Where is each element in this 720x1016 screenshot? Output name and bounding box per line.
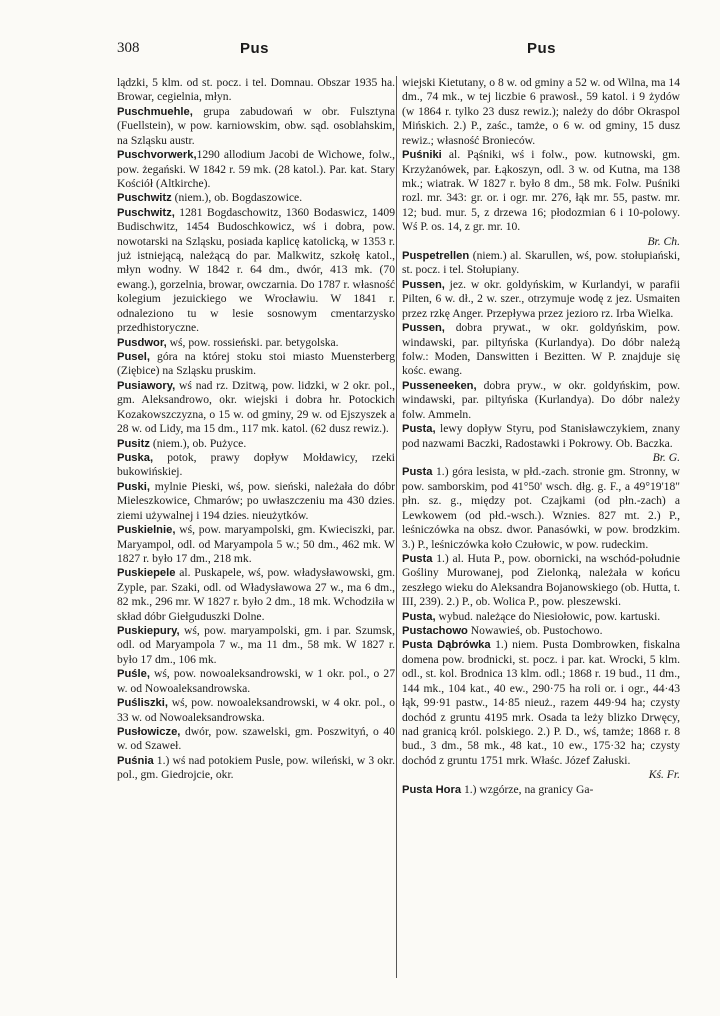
- entry-text: góra na której stoku stoi miasto Muensterberg (Ziębice) na Szląsku pruskim.: [117, 350, 395, 378]
- entry-text: wybud. należące do Niesiołowic, pow. kartuski.: [435, 609, 661, 623]
- dictionary-entry: [402, 465, 680, 552]
- page-number: 308: [117, 40, 140, 56]
- dictionary-entry: [117, 350, 395, 379]
- dictionary-entry: [117, 725, 395, 754]
- dictionary-entry: [402, 422, 680, 451]
- entry-headword: Puskiepury,: [117, 625, 180, 638]
- dictionary-entry: [117, 754, 395, 783]
- entry-headword: Puskielnie,: [117, 524, 176, 537]
- running-head-right: Pus: [527, 40, 557, 57]
- entry-text: dwór, pow. szawelski, gm. Poszwityń, o 40 w. od Szaweł.: [117, 724, 395, 753]
- right-column: [402, 76, 680, 981]
- entry-headword: Pusta Dąbrówka: [402, 639, 491, 652]
- dictionary-entry: [117, 451, 395, 480]
- author-signature: Br. Ch.: [647, 234, 680, 248]
- entry-headword: Pusłowicze,: [117, 725, 181, 738]
- entry-text: 1.) góra lesista, w płd.-zach. stronie gm. Stronny, w pow. samborskim, pod 41°50' wsch. dłg. g. F., a 49°19'18" płn. sz. g., między pot. Czajkami (od płn.-zach) a Lewkowem (od płd.-wsch.). Wznies. 827 mt. 2.) P., leśniczówka na obsz. dwor. Panasówki, w pow. brodzkim. 3.) P., leśniczówka koło Czułowic, w pow. rudeckim.: [402, 465, 680, 551]
- entry-text: 1.) al. Huta P., pow. obornicki, na wschód-południe Gośliny Murowanej, pod Zielonką, należała w końcu zeszłego wieku do Aleksandra Bojanowskiego (ob. Hutta, t. III, 239). 2.) P., ob. Wolica P., pow. pleszewski.: [402, 551, 680, 609]
- entry-headword: Puśliszki,: [117, 697, 168, 710]
- dictionary-entry: [402, 278, 680, 321]
- dictionary-entry: [117, 437, 395, 451]
- entry-text: wś, pow. nowoaleksandrowski, w 4 okr. pol., o 33 w. od Nowoaleksandrowska.: [117, 696, 395, 724]
- entry-headword: Puśnia: [117, 754, 154, 767]
- entry-text: potok, prawy dopływ Mołdawicy, rzeki bukowińskiej.: [117, 450, 395, 479]
- dictionary-entry: [402, 783, 680, 797]
- dictionary-entry: [402, 379, 680, 422]
- dictionary-entry: [117, 566, 395, 624]
- entry-headword: Puschmuehle,: [117, 105, 193, 118]
- entry-headword: Puska,: [117, 451, 154, 464]
- entry-text: grupa zabudowań w obr. Fulsztyna (Fuellstein), w pow. karniowskim, obw. sąd. osoblahskim, na Szląsku austr.: [117, 104, 395, 147]
- entry-text: wś nad rz. Dzitwą, pow. lidzki, w 2 okr. pol., gm. Aleksandrowo, okr. wiejski i dobra hr. Potockich Kozakowszczyzna, o 15 w. od gminy, 29 w. od Ejszyszek a 28 w. od Lidy, ma 15 dm., 117 mk. katol. (62 dusz rewiz.).: [117, 378, 395, 436]
- left-column: [117, 76, 395, 981]
- dictionary-entry: [117, 480, 395, 523]
- entry-text: (niem.), ob. Pużyce.: [149, 436, 247, 450]
- entry-headword: Pustachowo: [402, 625, 468, 638]
- dictionary-entry: [117, 148, 395, 191]
- entry-text: (niem.), ob. Bogdaszowice.: [171, 191, 303, 205]
- dictionary-entry: [402, 624, 680, 638]
- entry-headword: Puskiepele: [117, 567, 176, 580]
- entry-text: 1.) wś nad potokiem Pusle, pow. wileński, w 3 okr. pol., gm. Giedrojcie, okr.: [117, 753, 395, 782]
- entry-headword: Pusta,: [402, 610, 436, 623]
- entry-headword: Pusiawory,: [117, 379, 176, 392]
- entry-headword: Pusdwor,: [117, 336, 167, 349]
- entry-headword: Puschvorwerk,: [117, 149, 197, 162]
- dictionary-entry: [402, 249, 680, 278]
- entry-headword: Pusta: [402, 466, 433, 479]
- dictionary-entry: [117, 206, 395, 336]
- entry-headword: Pusta: [402, 552, 433, 565]
- entry-headword: Pusta Hora: [402, 783, 462, 796]
- entry-headword: Puschwitz: [117, 192, 172, 205]
- entry-headword: Puśle,: [117, 668, 150, 681]
- dictionary-entry: [117, 76, 395, 105]
- entry-text: jez. w okr. goldyńskim, w Kurlandyi, w parafii Pilten, 6 w. dł., 2 w. szer., otrzymuje wodę z jez. Usmaiten przez rzkę Anger. Przepływa przez jezioro rz. Irba Wielka.: [402, 277, 680, 320]
- running-head-left: Pus: [240, 40, 270, 57]
- entry-text: wś, pow. nowoaleksandrowski, w 1 okr. pol., o 27 w. od Nowoaleksandrowska.: [117, 667, 395, 695]
- dictionary-entry: [117, 624, 395, 667]
- column-divider: [396, 76, 397, 978]
- dictionary-entry: [402, 321, 680, 379]
- dictionary-entry: [402, 552, 680, 610]
- dictionary-entry: [117, 696, 395, 725]
- entry-headword: Pusta,: [402, 423, 436, 436]
- entry-text: wś, pow. maryampolski, gm. Kwieciszki, par. Maryampol, odl. od Maryampola 5 w.; 50 dm., 462 mk. W 1827 r. było 17 dm., 218 mk.: [117, 523, 395, 565]
- author-signature: Kś. Fr.: [648, 768, 680, 782]
- dictionary-entry: [117, 336, 395, 350]
- entry-text: 1.) wzgórze, na granicy Ga-: [461, 782, 594, 796]
- dictionary-entry: [402, 610, 680, 624]
- entry-text: wś, pow. rossieński. par. betygolska.: [166, 335, 339, 349]
- entry-text: al. Pąśniki, wś i folw., pow. kutnowski, gm. Krzyżanówek, par. Łąkoszyn, odl. 3 w. od Kutna, ma 138 mk.; wiatrak. W 1827 r. było 8 dm., 58 mk. Folw. Puśniki rozl. mr. 343: gr. or. i ogr. mr. 276, łąk mr. 55, pastw. mr. 12; bud. mur. 5, z drzewa 16; płodozmian 6 i 10-polowy. Wś P. os. 14, z gr. mr. 10.: [402, 148, 680, 234]
- dictionary-entry: [117, 105, 395, 148]
- entry-text: lewy dopływ Styru, pod Stanisławczykiem, znany pod nazwami Baczki, Radostawki i Pokrowy. Ob. Baczka.: [402, 422, 680, 450]
- entry-text: dobra prywat., w okr. goldyńskim, pow. windawski, par. piltyńska (Kurlandya). Do dóbr należą folw.: Moden, Danswitten i Bezitten. W P. znajduje się kośc. ewang.: [402, 321, 680, 378]
- entry-text: mylnie Pieski, wś, pow. sieński, należała do dóbr Mieleszkowice, Chmarów; po uwłaszczeniu ma 430 dzies. ziemi używalnej i 194 dzies. nieużytków.: [117, 479, 395, 522]
- entry-headword: Puski,: [117, 480, 150, 493]
- entry-headword: Pusitz: [117, 437, 150, 450]
- entry-headword: Pussen,: [402, 278, 445, 291]
- entry-text: wś, pow. maryampolski, gm. i par. Szumsk, odl. od Maryampola 7 w., ma 11 dm., 58 mk. W 1827 r. było 17 dm., 106 mk.: [117, 624, 395, 666]
- dictionary-entry: [402, 148, 680, 235]
- entry-text: 1.) niem. Pusta Dombrowken, fiskalna domena pow. brodnicki, st. pocz. i par. kat. Wrocki, 5 klm. odl., st. kol. Brodnica 13 klm. odl.; 1868 r. 19 bud., 11 dm., 144 mk., 104 kat., 40 ew., 290·75 ha roli or. i ogr., 44·43 łąk, 99·91 pastw., 14·85 nieuż., razem 449·94 ha; czysty dochód z gruntu 4195 mrk. Osada ta leży blizko Drwęcy, nad granicą król. polskiego. 2.) P. D., wś, tamże; 1868 r. 8 bud., 3 dm., 58 mk., 48 kat., 10 ew., 175·32 ha; czysty dochód z gruntu 1751 mrk. Właśc. Józef Załuski.: [402, 638, 680, 767]
- entry-text: 1290 allodium Jacobi de Wichowe, folw., pow. żegański. W 1842 r. 59 mk. (28 katol.). Par. kat. Stary Kościół (Altkirche).: [117, 148, 395, 190]
- entry-text: lądzki, 5 klm. od st. pocz. i tel. Domnau. Obszar 1935 ha. Browar, cegielnia, młyn.: [117, 76, 395, 104]
- entry-headword: Puspetrellen: [402, 250, 470, 263]
- entry-headword: Puschwitz,: [117, 206, 175, 219]
- dictionary-entry: [117, 523, 395, 566]
- dictionary-entry: [117, 191, 395, 205]
- entry-text: wiejski Kietutany, o 8 w. od gminy a 52 w. od Wilna, ma 14 dm., 74 mk., w tej liczbie 6 prawosł., 59 katol. i 9 żydów (w 1864 r. tylko 23 dusz rewiz.); należy do dóbr Okraspol Mińskich. 2.) P., zaśc., tamże, o 6 w. od gminy, 15 dusz rewiz.; własność Bronieców.: [402, 76, 680, 147]
- page-header: [0, 40, 720, 64]
- author-signature: Br. G.: [652, 450, 680, 464]
- entry-headword: Pusel,: [117, 351, 150, 364]
- entry-text: dobra pryw., w okr. goldyńskim, pow. windawski, par. piltyńska (Kurlandya). Do dóbr należy folw. Ammeln.: [402, 378, 680, 421]
- entry-text: (niem.) al. Skarullen, wś, pow. stołupiański, st. pocz. i tel. Stołupiany.: [402, 249, 680, 277]
- entry-text: 1281 Bogdaschowitz, 1360 Bodaswicz, 1409 Budischwitz, 1454 Budoschkowicz, wś i dobra, pow. nowotarski na Szląsku, posiada kaplicę katolicką, w 1353 r. już istniejącą, należącą do par. Malkwitz, szkołę katol., młyn wodny. W 1842 r. 64 dm., dwór, 413 mk. (70 ewang.), gorzelnia, browar, owczarnia. Do 1787 r. własność kolegium jezuickiego we Wrocławiu. W 1841 r. odnaleziono tu w lesie sosnowym cmentarzysko przedhistoryczne.: [117, 205, 395, 335]
- dictionary-entry: [402, 76, 680, 148]
- entry-headword: Puśniki: [402, 149, 442, 162]
- entry-text: Nowawieś, ob. Pustochowo.: [467, 624, 603, 638]
- dictionary-entry: [117, 667, 395, 696]
- entry-headword: Pussen,: [402, 322, 445, 335]
- entry-text: al. Puskapele, wś, pow. władysławowski, gm. Zyple, par. Szaki, odl. od Władysławowa 27 w., ma 6 dm., 82 mk., 296 mr. W 1827 r. było 2 dm., 18 mk. Wchodziła w skład dóbr Giełguduszki Dolne.: [117, 566, 395, 623]
- dictionary-entry: [117, 379, 395, 437]
- entry-headword: Pusseneeken,: [402, 379, 477, 392]
- dictionary-entry: [402, 638, 680, 768]
